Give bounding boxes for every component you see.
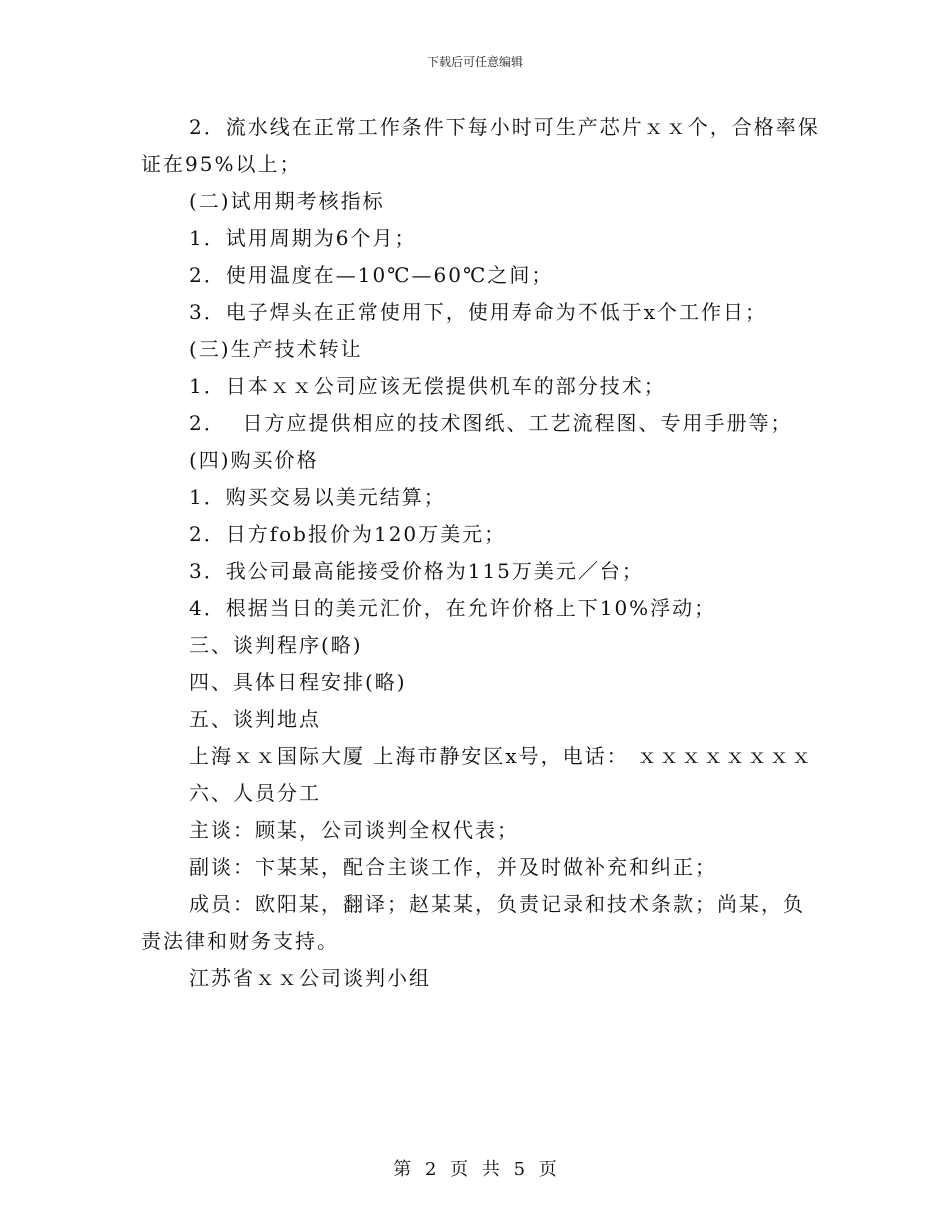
section-heading: 四、具体日程安排(略): [189, 670, 407, 694]
section-heading: 六、人员分工: [189, 781, 321, 805]
signature-line: 江苏省ｘｘ公司谈判小组: [189, 966, 431, 990]
paragraph-line: 1．购买交易以美元结算；: [189, 485, 446, 509]
paragraph-line: 副谈：卞某某，配合主谈工作，并及时做补充和纠正；: [189, 855, 717, 879]
paragraph-line: 2．流水线在正常工作条件下每小时可生产芯片ｘｘ个，合格率保: [189, 115, 820, 139]
paragraph-line: 责法律和财务支持。: [141, 929, 339, 953]
section-heading: (三)生产技术转让: [189, 337, 363, 361]
paragraph-line: 2． 日方应提供相应的技术图纸、工艺流程图、专用手册等；: [189, 411, 793, 435]
paragraph-line: 证在95%以上；: [141, 152, 302, 176]
paragraph-line: 4．根据当日的美元汇价，在允许价格上下10%浮动；: [189, 596, 717, 620]
page-number: 第 2 页 共 5 页: [393, 1159, 557, 1180]
paragraph-line: 1．日本ｘｘ公司应该无偿提供机车的部分技术；: [189, 374, 666, 398]
paragraph-line: 成员：欧阳某，翻译；赵某某，负责记录和技术条款；尚某，负: [189, 892, 805, 916]
paragraph-line: 2．使用温度在—10℃—60℃之间；: [189, 263, 554, 287]
paragraph-line: 2．日方fob报价为120万美元；: [189, 522, 507, 546]
section-heading: (四)购买价格: [189, 448, 319, 472]
section-heading: 三、谈判程序(略): [189, 633, 363, 657]
section-heading: (二)试用期考核指标: [189, 189, 385, 213]
paragraph-line: 3．我公司最高能接受价格为115万美元／台；: [189, 559, 644, 583]
section-heading: 五、谈判地点: [189, 707, 321, 731]
paragraph-line: 上海ｘｘ国际大厦 上海市静安区x号，电话： ｘｘｘｘｘｘｘｘ: [189, 744, 813, 768]
paragraph-line: 1．试用周期为6个月；: [189, 226, 417, 250]
paragraph-line: 主谈：顾某，公司谈判全权代表；: [189, 818, 519, 842]
paragraph-line: 3．电子焊头在正常使用下，使用寿命为不低于x个工作日；: [189, 300, 768, 324]
header-note: 下载后可任意编辑: [426, 55, 523, 69]
